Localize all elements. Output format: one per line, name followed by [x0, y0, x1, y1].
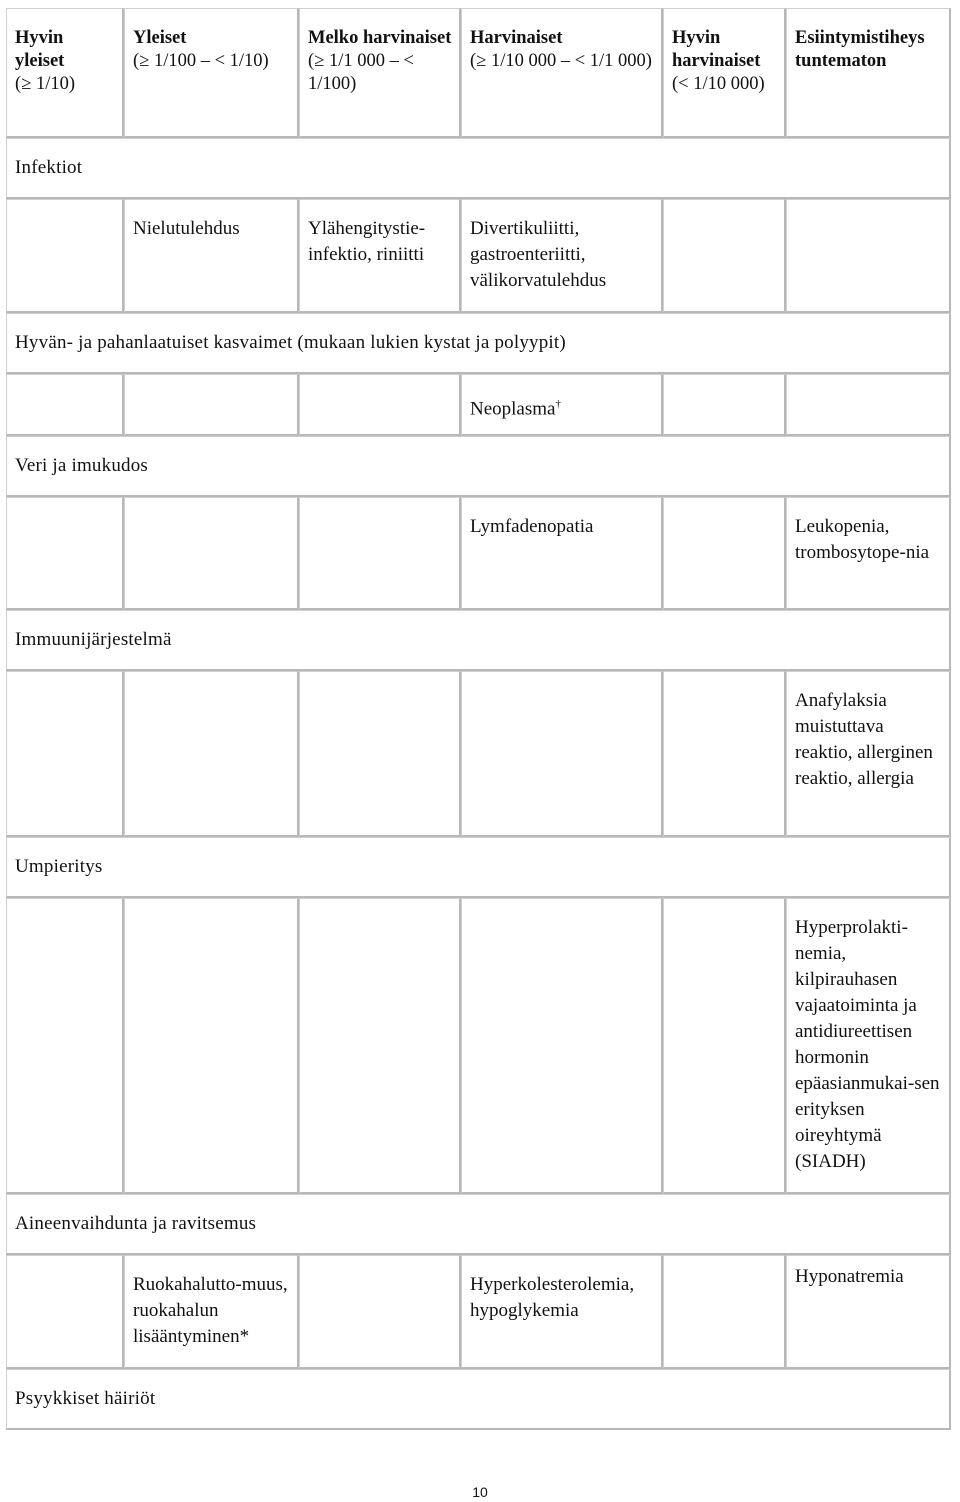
header-range: (≥ 1/1 000 – < 1/100) — [308, 51, 414, 94]
header-cell-common — [124, 8, 299, 138]
header-cell-very-rare — [663, 8, 786, 138]
table-cell — [6, 374, 124, 436]
table-cell — [663, 671, 786, 837]
header-title: Yleiset — [133, 28, 187, 48]
table-cell: Anafylaksia muistuttava reaktio, allerginen reaktio, allergia — [786, 671, 951, 837]
section-row-kasvaimet — [6, 313, 951, 374]
table-cell — [786, 199, 951, 313]
table-cell — [461, 898, 663, 1194]
header-range: (< 1/10 000) — [672, 74, 765, 94]
table-cell — [124, 374, 299, 436]
table-cell — [299, 1255, 461, 1369]
section-header — [6, 837, 951, 898]
table-cell — [6, 898, 124, 1194]
section-header — [6, 1369, 951, 1430]
section-row-umpieritys — [6, 837, 951, 898]
table-cell: Nielutulehdus — [124, 199, 299, 313]
table-cell — [6, 497, 124, 610]
table-cell — [786, 374, 951, 436]
table-cell — [6, 1255, 124, 1369]
header-title: Hyvin yleiset — [15, 28, 65, 71]
table-cell — [663, 898, 786, 1194]
table-cell: Ruokahalutto-muus, ruokahalun lisääntyminen* — [124, 1255, 299, 1369]
page — [6, 8, 951, 1430]
section-header — [6, 610, 951, 671]
table-cell — [6, 671, 124, 837]
header-title: Esiintymistiheys tuntematon — [795, 28, 925, 71]
dagger-mark: † — [555, 398, 561, 410]
table-cell — [124, 497, 299, 610]
table-cell — [299, 497, 461, 610]
header-cell-very-common — [6, 8, 124, 138]
header-cell-uncommon — [299, 8, 461, 138]
section-title: Umpieritys — [15, 856, 103, 877]
table-cell: Lymfadenopatia — [461, 497, 663, 610]
frequency-table — [6, 8, 951, 1430]
table-cell — [663, 1255, 786, 1369]
table-cell — [663, 497, 786, 610]
section-row-psyykkiset — [6, 1369, 951, 1430]
table-cell: Ylähengitystie-infektio, riniitti — [299, 199, 461, 313]
section-row-immuuni — [6, 610, 951, 671]
table-cell — [299, 374, 461, 436]
header-row — [6, 8, 951, 138]
table-cell — [299, 671, 461, 837]
table-cell: Leukopenia, trombosytope-nia — [786, 497, 951, 610]
section-header — [6, 313, 951, 374]
header-cell-unknown — [786, 8, 951, 138]
table-cell: Hyponatremia — [786, 1255, 951, 1369]
page-number: 10 — [472, 1484, 488, 1500]
table-row — [6, 374, 951, 436]
section-header — [6, 138, 951, 199]
header-cell-rare — [461, 8, 663, 138]
table-cell — [663, 199, 786, 313]
table-row — [6, 671, 951, 837]
section-header — [6, 1194, 951, 1255]
section-title: Infektiot — [15, 157, 83, 178]
section-title: Veri ja imukudos — [15, 455, 149, 476]
section-row-aineenvaihdunta — [6, 1194, 951, 1255]
header-title: Melko harvinaiset — [308, 28, 452, 48]
table-cell — [124, 898, 299, 1194]
section-header — [6, 436, 951, 497]
table-row — [6, 1255, 951, 1369]
table-cell: Hyperkolesterolemia, hypoglykemia — [461, 1255, 663, 1369]
section-title: Psyykkiset häiriöt — [15, 1388, 156, 1409]
table-cell — [124, 671, 299, 837]
section-row-infektiot — [6, 138, 951, 199]
table-cell — [6, 199, 124, 313]
section-title: Hyvän- ja pahanlaatuiset kasvaimet (mukaan lukien kystat ja polyypit) — [15, 332, 566, 353]
header-title: Harvinaiset — [470, 28, 563, 48]
table-cell — [299, 898, 461, 1194]
table-cell — [461, 374, 663, 436]
section-row-veri — [6, 436, 951, 497]
table-row — [6, 199, 951, 313]
table-row — [6, 497, 951, 610]
header-range: (≥ 1/10) — [15, 74, 75, 94]
table-cell: Hyperprolakti-nemia, kilpirauhasen vajaatoiminta ja antidiureettisen hormonin epäasianmukai-sen erityksen oireyhtymä (SIADH) — [786, 898, 951, 1194]
section-title: Immuunijärjestelmä — [15, 629, 172, 650]
table-cell — [663, 374, 786, 436]
table-cell: Divertikuliitti, gastroenteriitti, välikorvatulehdus — [461, 199, 663, 313]
neoplasm-label: Neoplasma — [470, 398, 556, 420]
header-range: (≥ 1/100 – < 1/10) — [133, 51, 269, 71]
table-row — [6, 898, 951, 1194]
header-title: Hyvin harvinaiset — [672, 28, 761, 71]
table-cell — [461, 671, 663, 837]
section-title: Aineenvaihdunta ja ravitsemus — [15, 1213, 257, 1234]
header-range: (≥ 1/10 000 – < 1/1 000) — [470, 51, 652, 71]
